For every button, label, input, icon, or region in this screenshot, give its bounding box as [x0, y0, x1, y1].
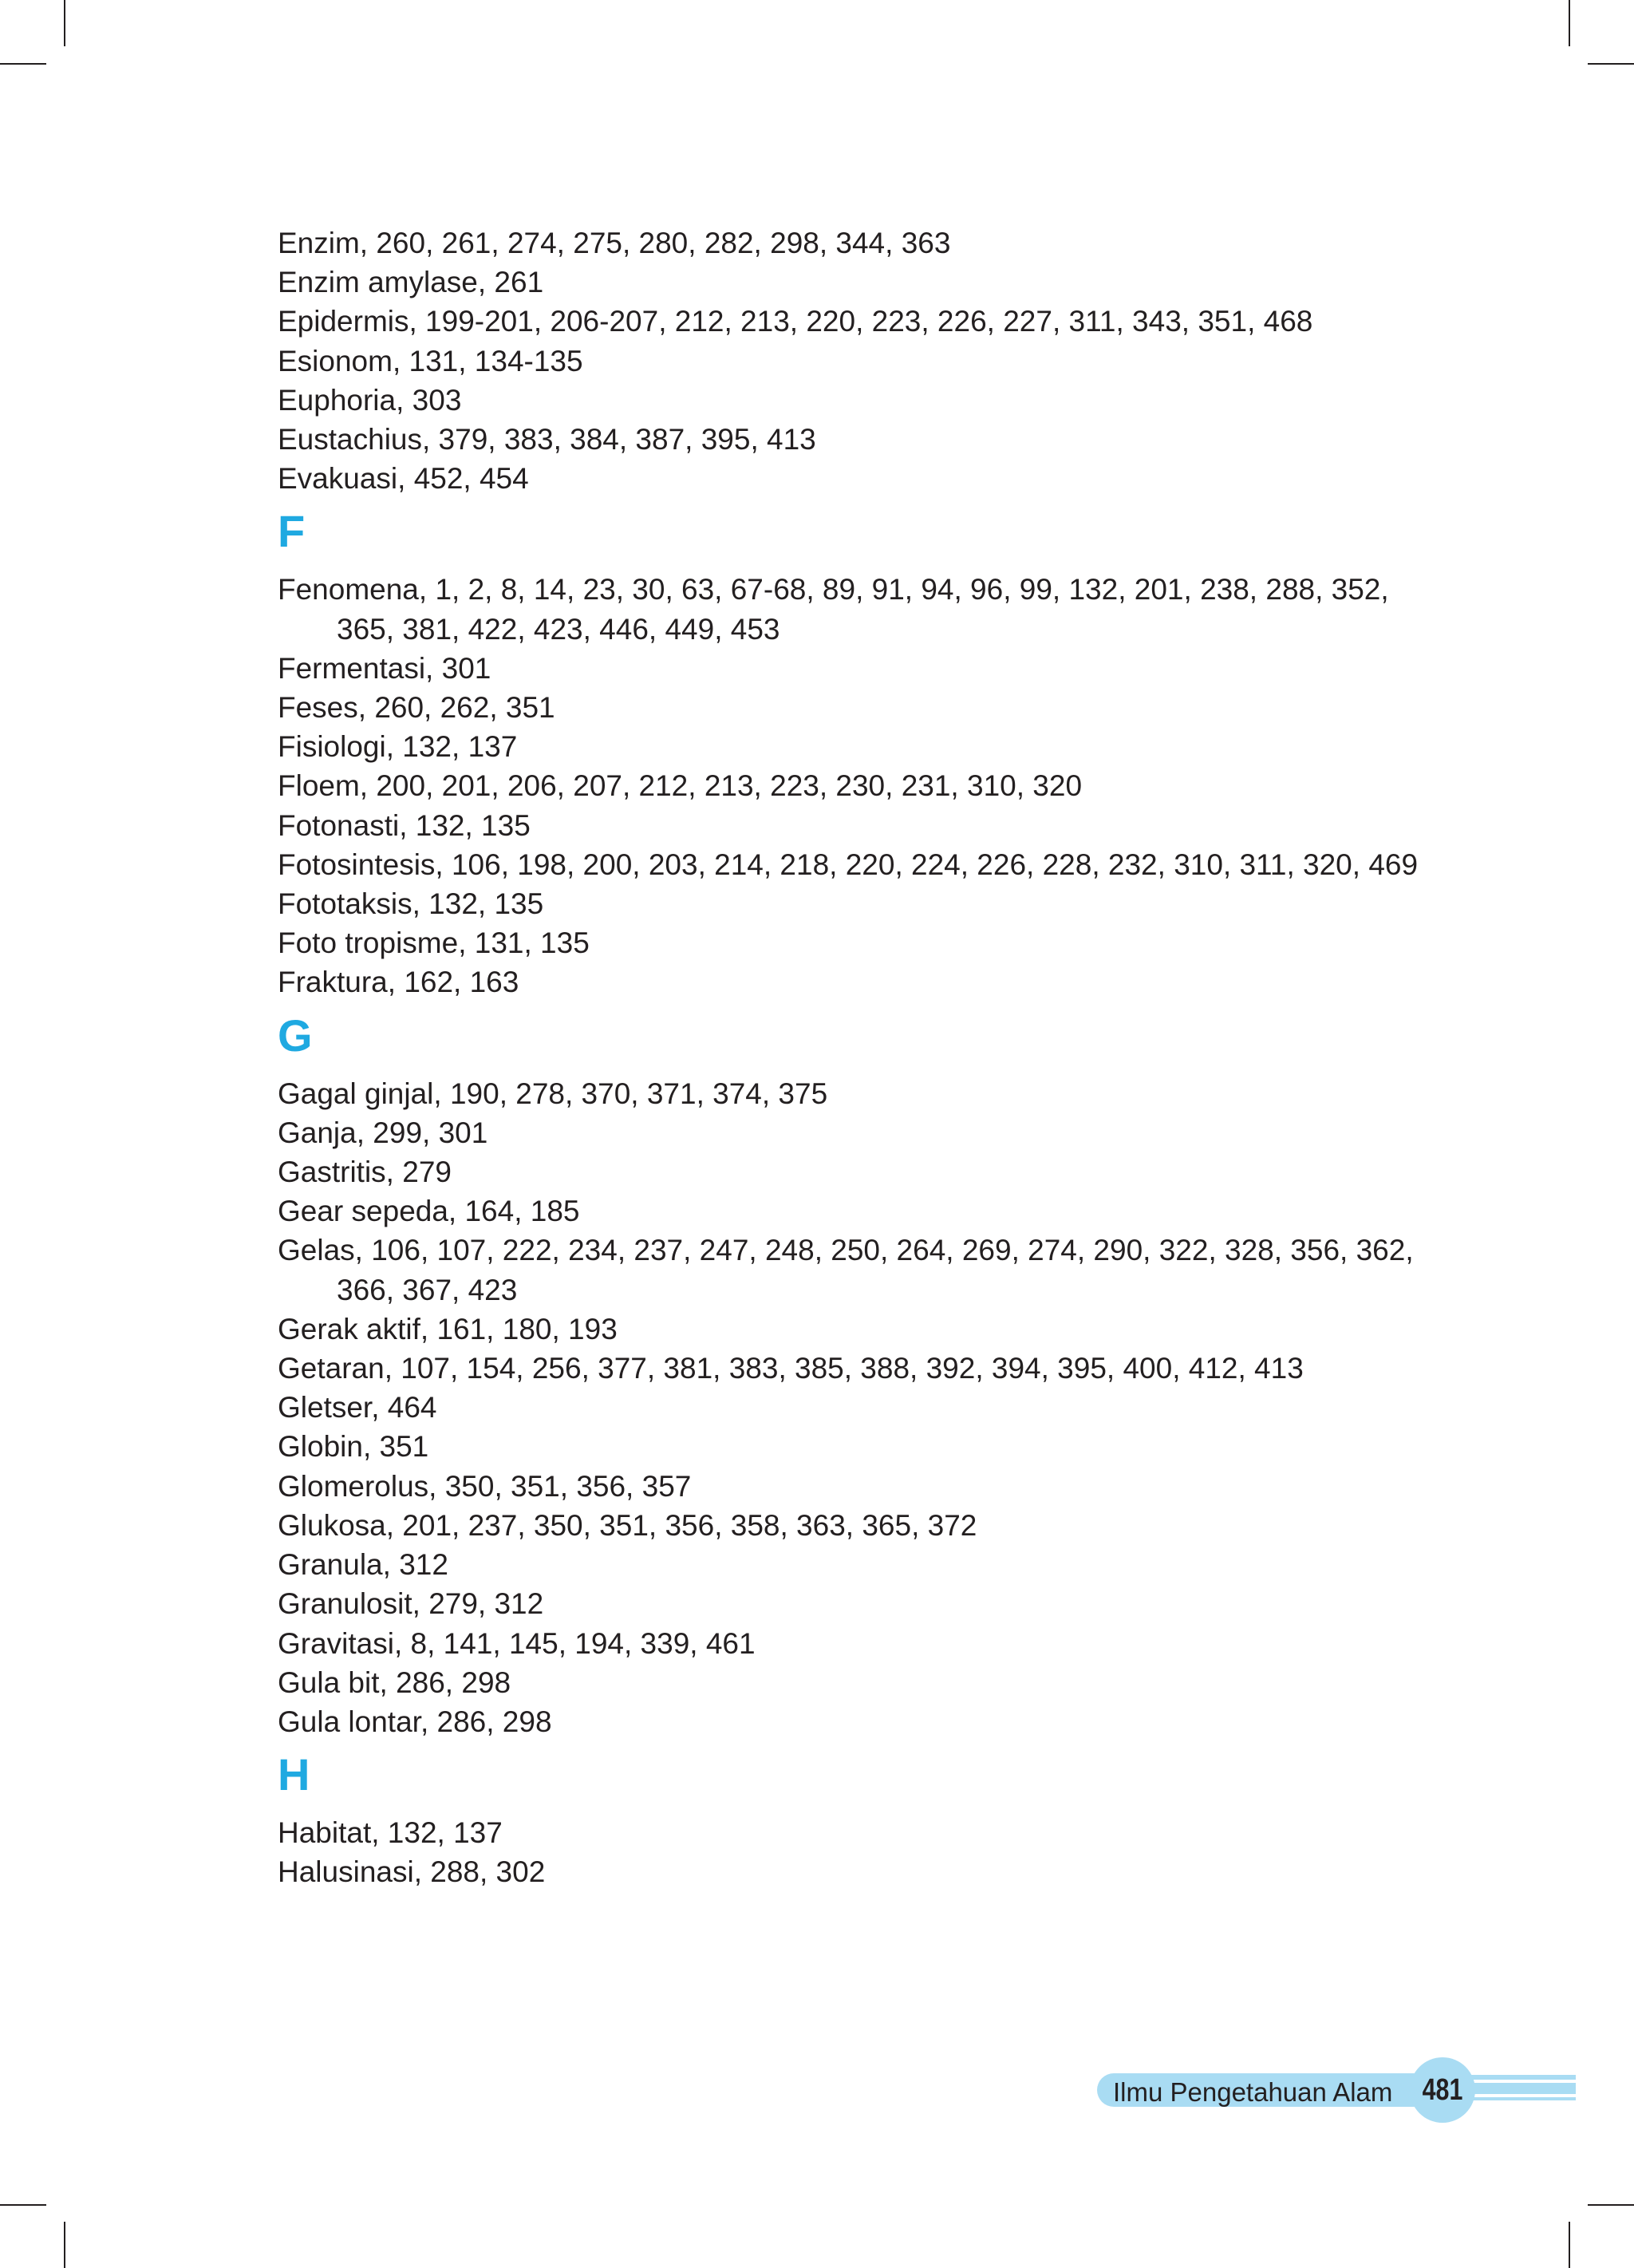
index-section-f	[278, 508, 1427, 1002]
index-entry: Feses, 260, 262, 351	[278, 691, 555, 725]
index-entry: Granulosit, 279, 312	[278, 1587, 544, 1621]
index-entry: Gula bit, 286, 298	[278, 1665, 511, 1699]
index-entry: Globin, 351	[278, 1430, 429, 1464]
index-entry: Eustachius, 379, 383, 384, 387, 395, 413	[278, 423, 816, 456]
index-entry: Floem, 200, 201, 206, 207, 212, 213, 223, 230, 231, 310, 320	[278, 769, 1083, 803]
index-entry: Getaran, 107, 154, 256, 377, 381, 383, 385, 388, 392, 394, 395, 400, 412, 413	[278, 1352, 1304, 1385]
page-number: 481	[1422, 2073, 1463, 2107]
crop-mark-bottom-left	[0, 2204, 46, 2206]
index-entry: Epidermis, 199-201, 206-207, 212, 213, 220, 223, 226, 227, 311, 343, 351, 468	[278, 305, 1313, 338]
index-entry: Euphoria, 303	[278, 383, 462, 417]
index-entry: Granula, 312	[278, 1548, 448, 1582]
subject-index	[278, 223, 1427, 1892]
index-entry: Fisiologi, 132, 137	[278, 730, 518, 764]
index-entry: Halusinasi, 288, 302	[278, 1855, 546, 1889]
section-letter-heading: H	[278, 1749, 310, 1800]
index-entry: Esionom, 131, 134-135	[278, 344, 583, 377]
crop-mark-bottom-right	[1569, 2222, 1570, 2268]
index-section-e	[278, 223, 1427, 498]
index-section-h	[278, 1751, 1427, 1891]
crop-mark-bottom-right	[1588, 2204, 1634, 2206]
index-entry: Enzim, 260, 261, 274, 275, 280, 282, 298, 344, 363	[278, 227, 951, 259]
index-entry: Enzim amylase, 261	[278, 266, 544, 299]
crop-mark-top-right	[1569, 0, 1570, 46]
page-footer	[1097, 2057, 1576, 2113]
index-entry-list	[278, 223, 1427, 498]
page-number-badge	[1410, 2057, 1475, 2123]
section-letter-heading: G	[278, 1010, 313, 1061]
index-entry: Glomerolus, 350, 351, 356, 357	[278, 1469, 692, 1503]
index-entry-list	[278, 1813, 1427, 1891]
book-title: Ilmu Pengetahuan Alam	[1113, 2077, 1393, 2107]
index-section-g	[278, 1012, 1427, 1741]
index-entry: Fotosintesis, 106, 198, 200, 203, 214, 218, 220, 224, 226, 228, 232, 310, 311, 320, 469	[278, 848, 1419, 881]
index-entry-list	[278, 570, 1427, 1002]
index-entry: Evakuasi, 452, 454	[278, 462, 529, 496]
index-entry: Glukosa, 201, 237, 350, 351, 356, 358, 363, 365, 372	[278, 1508, 977, 1542]
index-entry: Gear sepeda, 164, 185	[278, 1195, 580, 1228]
crop-mark-top-left	[0, 63, 46, 65]
index-entry: Fermentasi, 301	[278, 651, 491, 685]
index-entry: Fotonasti, 132, 135	[278, 808, 531, 842]
index-entry: Habitat, 132, 137	[278, 1816, 503, 1850]
index-entry: Gastritis, 279	[278, 1156, 452, 1189]
section-letter-heading: F	[278, 506, 306, 557]
index-entry: Foto tropisme, 131, 135	[278, 927, 590, 960]
crop-mark-bottom-left	[64, 2222, 65, 2268]
index-entry: Fototaksis, 132, 135	[278, 887, 544, 921]
index-entry: Fenomena, 1, 2, 8, 14, 23, 30, 63, 67-68, 89, 91, 94, 96, 99, 132, 201, 238, 288, 352, 365, 381, 422, 423, 446, 449, 453	[278, 573, 1389, 646]
index-entry: Gula lontar, 286, 298	[278, 1705, 552, 1738]
index-entry: Gerak aktif, 161, 180, 193	[278, 1312, 618, 1345]
crop-mark-top-left	[64, 0, 65, 46]
index-entry: Gravitasi, 8, 141, 145, 194, 339, 461	[278, 1626, 756, 1660]
index-entry: Ganja, 299, 301	[278, 1116, 488, 1149]
index-entry: Fraktura, 162, 163	[278, 966, 519, 999]
crop-mark-top-right	[1588, 63, 1634, 65]
index-entry: Gagal ginjal, 190, 278, 370, 371, 374, 375	[278, 1077, 828, 1110]
index-entry: Gelas, 106, 107, 222, 234, 237, 247, 248, 250, 264, 269, 274, 290, 322, 328, 356, 362, 366, 367, 423	[278, 1234, 1414, 1306]
index-entry: Gletser, 464	[278, 1391, 437, 1424]
index-entry-list	[278, 1074, 1427, 1741]
